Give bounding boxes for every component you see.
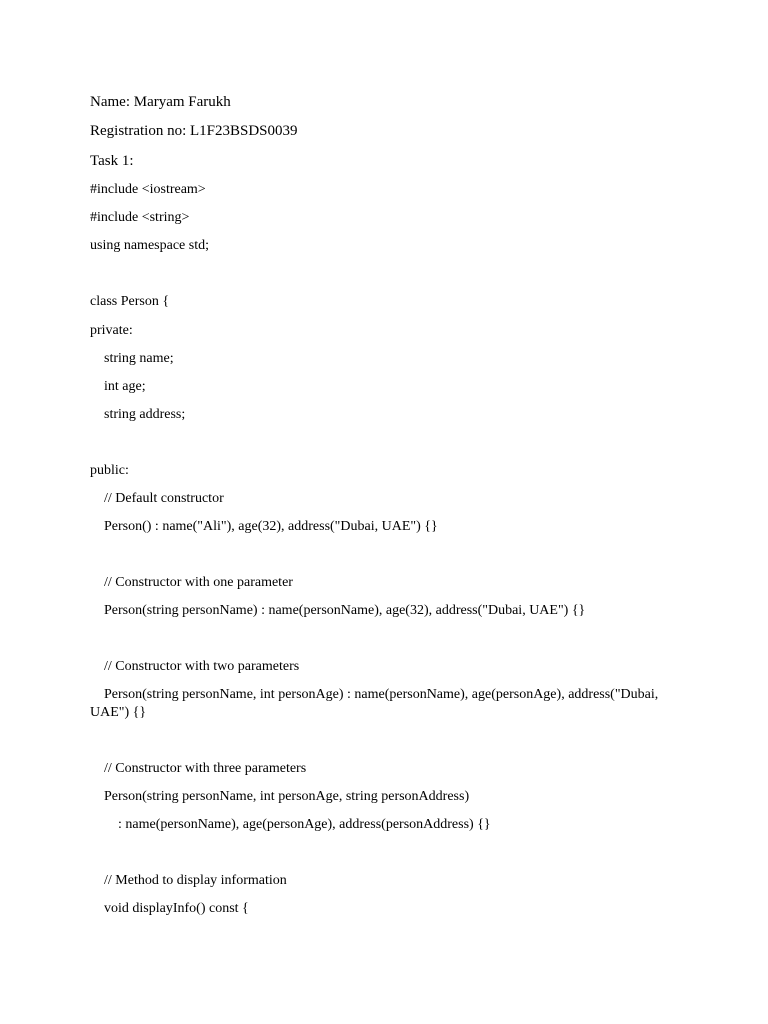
code-line: #include <string> xyxy=(90,210,190,225)
code-line: private: xyxy=(90,323,133,338)
code-line: Person() : name("Ali"), age(32), address("Dubai, UAE") {} xyxy=(90,519,438,534)
code-comment: // Constructor with two parameters xyxy=(90,659,300,674)
registration-number: Registration no: L1F23BSDS0039 xyxy=(90,123,298,139)
code-line-wrapped: Person(string personName, int personAge) : name(personName), age(personAge), address("Dubai, UAE") {} xyxy=(90,687,659,720)
code-comment: // Method to display information xyxy=(90,873,287,888)
code-line: Person(string personName, int personAge, string personAddress) xyxy=(90,789,470,804)
code-comment: // Constructor with three parameters xyxy=(90,761,307,776)
code-line: int age; xyxy=(90,379,146,394)
code-comment: // Default constructor xyxy=(90,491,224,506)
code-comment: // Constructor with one parameter xyxy=(90,575,293,590)
code-line: : name(personName), age(personAge), address(personAddress) {} xyxy=(90,817,491,832)
task-heading: Task 1: xyxy=(90,153,134,169)
code-line: public: xyxy=(90,463,129,478)
code-line: #include <iostream> xyxy=(90,182,206,197)
code-line: using namespace std; xyxy=(90,238,209,253)
code-line: string address; xyxy=(90,407,186,422)
code-line: Person(string personName) : name(personName), age(32), address("Dubai, UAE") {} xyxy=(90,603,586,618)
code-line: string name; xyxy=(90,351,174,366)
author-name: Name: Maryam Farukh xyxy=(90,94,231,110)
code-line: class Person { xyxy=(90,294,170,309)
code-line: void displayInfo() const { xyxy=(90,901,249,916)
